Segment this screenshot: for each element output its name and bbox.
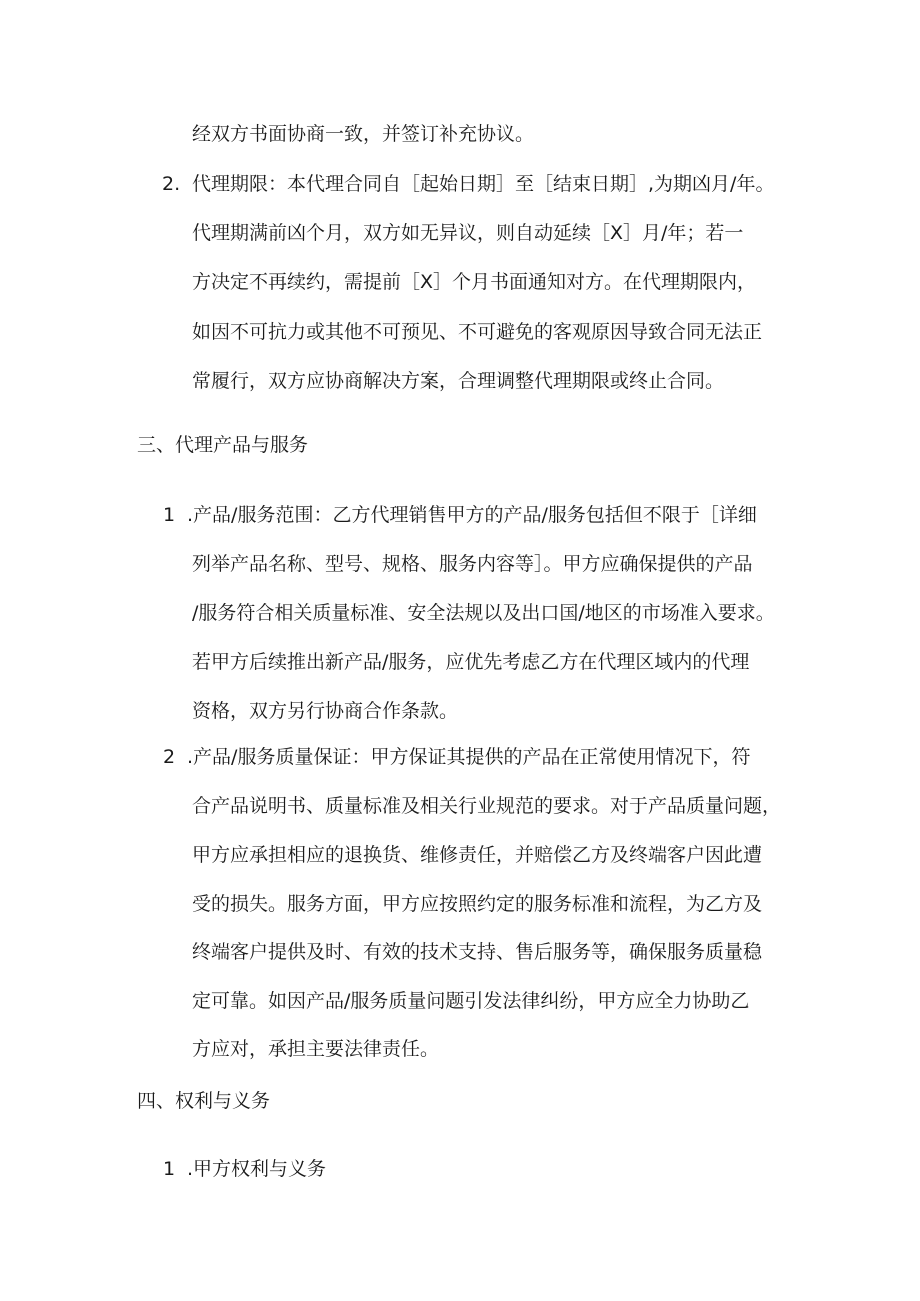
clause-term-line: 代理期限：本代理合同自［起始日期］至［结束日期］,为期凶月/年。	[192, 173, 775, 195]
clause-term-line: 代理期满前凶个月，双方如无异议，则自动延续［X］月/年；若一	[192, 222, 744, 244]
clause-product-scope-number: 1	[163, 504, 176, 526]
clause-quality-guarantee-line: 合产品说明书、质量标准及相关行业规范的要求。对于产品质量问题，	[192, 795, 782, 817]
clause-product-scope-line: /服务符合相关质量标准、安全法规以及出口国/地区的市场准入要求。	[192, 602, 775, 624]
clause-product-scope-line: 若甲方后续推出新产品/服务，应优先考虑乙方在代理区域内的代理	[192, 651, 750, 673]
clause-quality-guarantee-line: 受的损失。服务方面，甲方应按照约定的服务标准和流程，为乙方及	[192, 893, 763, 915]
clause-quality-guarantee-line: 终端客户提供及时、有效的技术支持、售后服务等，确保服务质量稳	[192, 941, 763, 963]
clause-product-scope-line: .产品/服务范围：乙方代理销售甲方的产品/服务包括但不限于［详细	[187, 504, 757, 526]
clause-term-line: 如因不可抗力或其他不可预见、不可避免的客观原因导致合同无法正	[192, 321, 763, 343]
clause-term-line: 方决定不再续约，需提前［X］个月书面通知对方。在代理期限内，	[192, 271, 757, 293]
section-heading-products: 三、代理产品与服务	[137, 434, 309, 456]
clause-party-a-rights-number: 1	[163, 1158, 176, 1180]
clause-quality-guarantee-line: 甲方应承担相应的退换货、维修责任，并赔偿乙方及终端客户因此遭	[192, 844, 763, 866]
clause-product-scope-line: 列举产品名称、型号、规格、服务内容等］。甲方应确保提供的产品	[192, 553, 753, 575]
clause-product-scope-line: 资格，双方另行协商合作条款。	[192, 700, 459, 722]
clause-quality-guarantee-line: 定可靠。如因产品/服务质量问题引发法律纠纷，甲方应全力协助乙	[192, 990, 750, 1012]
intro-tail-text: 经双方书面协商一致，并签订补充协议。	[192, 123, 535, 145]
clause-quality-guarantee-line: .产品/服务质量保证：甲方保证其提供的产品在正常使用情况下，符	[187, 746, 751, 768]
section-heading-rights: 四、权利与义务	[137, 1090, 271, 1112]
clause-quality-guarantee-number: 2	[163, 746, 176, 768]
clause-term-number: 2.	[162, 173, 181, 195]
clause-party-a-rights-text: .甲方权利与义务	[187, 1158, 327, 1180]
clause-term-line: 常履行，双方应协商解决方案，合理调整代理期限或终止合同。	[192, 370, 725, 392]
clause-quality-guarantee-line: 方应对，承担主要法律责任。	[192, 1038, 440, 1060]
